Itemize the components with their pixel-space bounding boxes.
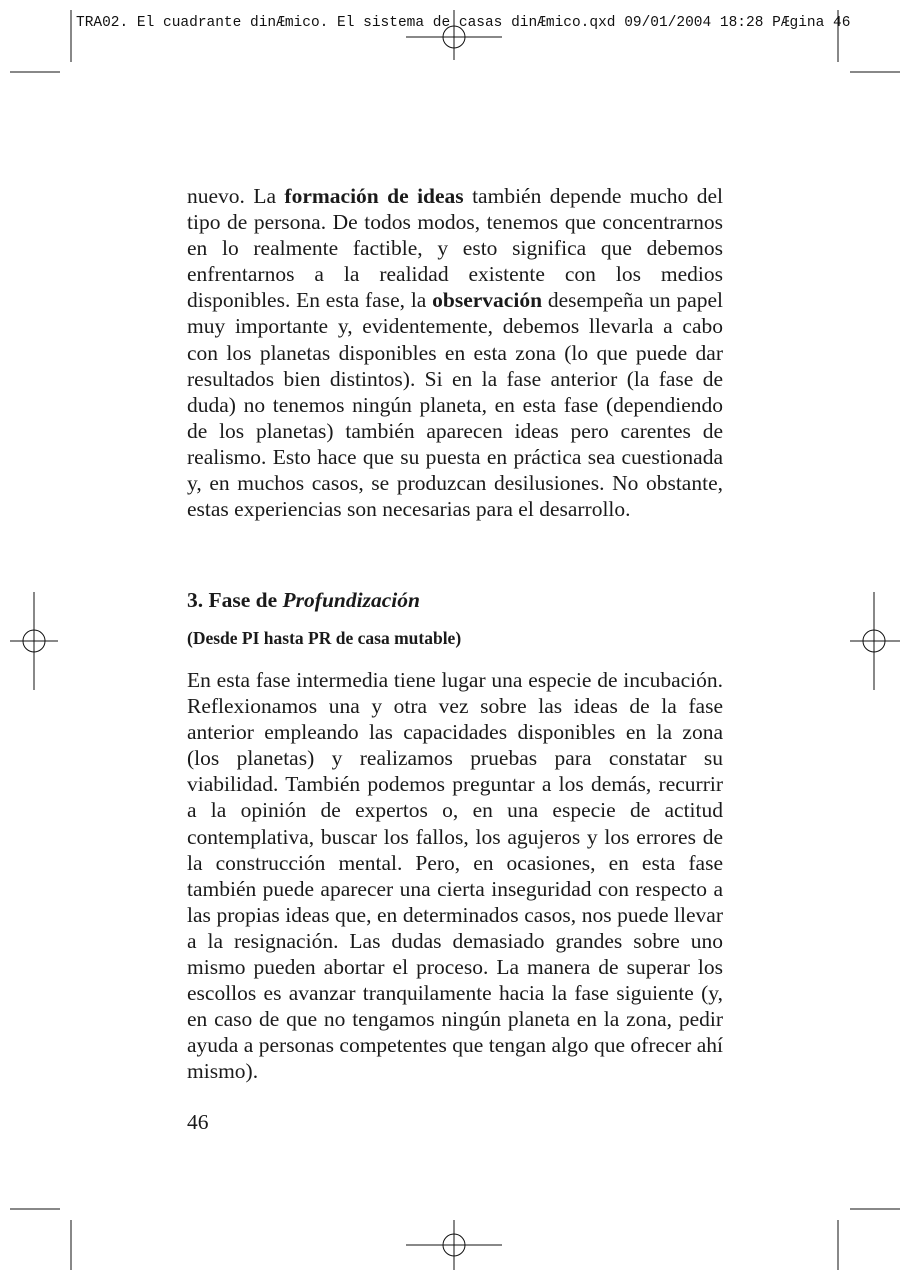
section-subheading: (Desde PI hasta PR de casa mutable) (187, 628, 462, 648)
registration-mark-bottom (406, 1220, 502, 1270)
body-paragraph-2 (187, 667, 723, 1085)
page-number: 46 (187, 1110, 209, 1134)
print-slug-line: TRA02. El cuadrante dinÆmico. El sistema de casas dinÆmico.qxd 09/01/2004 18:28 PÆgina 46 (76, 15, 851, 31)
body-paragraph-1 (187, 183, 723, 522)
registration-mark-top (406, 10, 502, 60)
section-heading (187, 588, 420, 613)
registration-mark-left (10, 592, 58, 690)
paragraph-1-run: nuevo. La (187, 184, 285, 208)
term-formacion-de-ideas: formación de ideas (284, 184, 464, 208)
section-heading-prefix: 3. Fase de (187, 588, 283, 612)
paragraph-2-text: En esta fase intermedia tiene lugar una especie de incubación. Reflexionamos una y otra vez sobre las ideas de la fase anterior empleando las capacidades disponibles en la zona (los planetas) y realizamos pruebas para constatar su viabilidad. También podemos preguntar a los demás, recurrir a la opinión de expertos o, en una especie de actitud contemplativa, buscar los fallos, los agujeros y los errores de la construcción mental. Pero, en ocasiones, en esta fase también puede aparecer una cierta inseguridad con respecto a las propias ideas que, en determinados casos, nos puede llevar a la resignación. Las dudas demasiado grandes sobre uno mismo pueden abortar el proceso. La manera de superar los escollos es avanzar tranquilamente hacia la fase siguiente (y, en caso de que no tengamos ningún planeta en la zona, pedir ayuda a personas competentes que tengan algo que ofrecer ahí mismo). (187, 668, 723, 1084)
section-heading-emphasis: Profundización (282, 588, 420, 612)
registration-mark-right (850, 592, 900, 690)
paragraph-1-run: también depende mucho del tipo de persona. De todos modos, tenemos que concentrarnos en lo realmente factible, y esto significa que debemos enfrentarnos a la realidad existente con los medios disponibles. En esta fase, la (187, 184, 723, 313)
term-observacion: observación (432, 288, 543, 313)
paragraph-1-run: desempeña un papel muy importante y, evidentemente, debemos llevarla a cabo con los planetas disponibles en esta zona (lo que puede dar resultados bien distintos). Si en la fase anterior (la fase de duda) no tenemos ningún planeta, en esta fase (dependiendo de los planetas) también aparecen ideas pero carentes de realismo. Esto hace que su puesta en práctica sea cuestionada y, en muchos casos, se produzcan desilusiones. No obstante, estas experiencias son necesarias para el desarrollo. (187, 288, 723, 522)
